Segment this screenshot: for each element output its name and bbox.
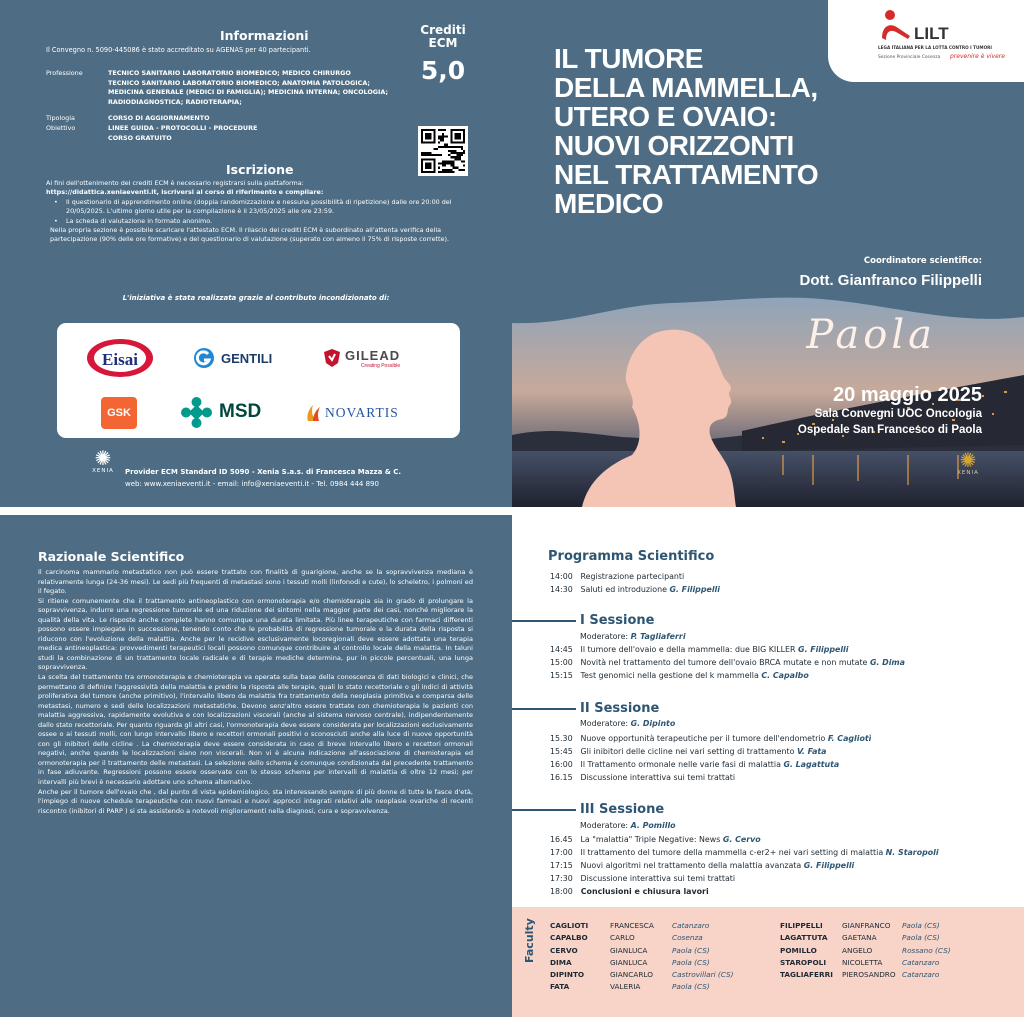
program-text: Gli inibitori delle cicline nei vari setting di trattamento (580, 747, 795, 756)
faculty-entry: Cosenza (672, 933, 703, 943)
info-title: Informazioni (220, 28, 309, 43)
program-row (550, 887, 709, 896)
program-text: Il tumore dell'ovaio e della mammella: due BIG KILLER (580, 645, 796, 654)
contributi-line: L'iniziativa è stata realizzata grazie al contributo incondizionato di: (122, 294, 390, 302)
qr-code[interactable] (418, 126, 468, 176)
moderator-label: Moderatore: (580, 821, 629, 830)
gsk-logo (101, 397, 137, 429)
gilead-tagline: Creating Possible (360, 362, 401, 369)
xenia-label: XENIA (957, 470, 979, 476)
faculty-left-lastnames (550, 920, 588, 994)
professione-value: TECNICO SANITARIO LABORATORIO BIOMEDICO; MEDICO CHIRURGO TECNICO SANITARIO LABORATORIO BIOMEDICO; ANATOMIA PATOLOGICA; MEDICINA GENERALE (MEDICI DI FAMIGLIA); MEDICINA INTERNA; ONCOLOGIA; RADIODIAGNOSTICA; RADIOTERAPIA; (108, 69, 389, 106)
program-row (550, 874, 735, 883)
sponsor-box (57, 323, 460, 438)
moderator-label: Moderatore: (580, 719, 629, 728)
gsk-text: GSK (107, 407, 131, 419)
razionale-paragraph: Si ritiene comunemente che il trattamento antineoplastico con ormonoterapia e/o chemioterapia sia in grado di prolungare la sopravvivenza, indurre una regressione tumorale ed una riduzione dei sintomi nella maggior parte dei casi, nonché migliorare la qualità della vita. Le risposte anche complete hanno comunque una durata limitata. Più linee terapeutiche con farmaci differenti possono essere impiegate in successione, tenendo conto che le probabilità di regressione tumorale e la durata della risposta si riducono con l'evoluzione della malattia. Anche per le recidive esclusivamente locoregionali deve essere adottata una terapia medica antineoplastica: provvedimenti terapeutici locali possono comunque contribuire al controllo locale della malattia. In taluni studi la combinazione di un trattamento locale radicale e di terapie mediche determina, pur in piccole percentuali, una lunga sopravvivenza. (38, 596, 473, 672)
paola-script: Paola (806, 312, 936, 358)
iscrizione-bullet-1: • Il questionario di apprendimento online (doppia randomizzazione e nessuna possibilità di ripetizione) dalle ore 20:00 del 20/05/2025. L'ultimo giorno utile per la compilazione è il 23/05/2025 alle ore 23:59. (46, 198, 470, 217)
provider-line-1: Provider ECM Standard ID 5090 - Xenia S.a.s. di Francesca Mazza & C. (125, 468, 402, 476)
program-speaker: G. Filippelli (669, 585, 720, 594)
session-label: III Sessione (580, 802, 665, 817)
program-speaker: G. Filippelli (797, 645, 849, 654)
program-time: 14:45 (550, 645, 573, 654)
faculty-entry: Paola (CS) (672, 957, 710, 967)
program-time: 17:15 (550, 861, 573, 870)
programma-title: Programma Scientifico (548, 549, 715, 564)
msd-text: MSD (219, 401, 262, 422)
faculty-entry: Paola (CS) (672, 982, 710, 992)
crediti-badge (420, 24, 466, 84)
faculty-right-firstnames (842, 920, 896, 981)
program-row (550, 572, 684, 581)
faculty-entry: Castrovillari (CS) (672, 970, 734, 980)
faculty-entry: GAETANA (842, 933, 877, 943)
program-time: 17:00 (550, 848, 573, 857)
professione-label: Professione (46, 69, 83, 77)
faculty-entry: Paola (CS) (902, 933, 940, 943)
faculty-entry: POMILLO (780, 945, 817, 955)
program-text: Novità nel trattamento del tumore dell'ovaio BRCA mutate e non mutate (580, 658, 868, 667)
lilt-motto: prevenire è vivere (950, 53, 1005, 60)
session-header (512, 701, 659, 716)
faculty-entry: LAGATTUTA (780, 933, 828, 943)
faculty-entry: GIANLUCA (610, 957, 648, 967)
program-text: Saluti ed introduzione (580, 585, 667, 594)
faculty-entry: Catanzaro (672, 921, 710, 930)
info-panel (0, 0, 512, 507)
faculty-entry: CAPALBO (550, 933, 588, 943)
faculty-entry: Paola (CS) (902, 921, 940, 930)
program-text: Il Trattamento ormonale nelle varie fasi di malattia (580, 760, 781, 769)
program-speaker: G. Lagattuta (783, 760, 840, 769)
program-speaker: F. Cagliotì (827, 734, 872, 743)
event-title (554, 44, 874, 218)
coordinator-name: Dott. Gianfranco Filippelli (799, 272, 982, 289)
xenia-mark-icon: ✺ (94, 446, 112, 470)
program-row (550, 835, 761, 844)
title-line: NEL TRATTAMENTO (554, 159, 819, 190)
faculty-entry: FATA (550, 982, 570, 992)
session-bar (512, 809, 576, 811)
faculty-entry: Rossano (CS) (902, 945, 951, 955)
faculty-entry: DIMA (550, 957, 572, 967)
program-speaker: G. Cervo (722, 835, 761, 844)
program-text: Test genomici nella gestione del k mammella (580, 671, 759, 680)
program-text: Discussione interattiva sui temi trattati (580, 773, 736, 782)
title-line: NUOVI ORIZZONTI (554, 130, 794, 161)
faculty-title-wrap (518, 915, 540, 965)
coordinator-label: Coordinatore scientifico: (863, 256, 982, 266)
faculty-entry: FRANCESCA (610, 921, 654, 930)
session-bar (512, 708, 576, 710)
iscrizione-intro: Ai fini dell'ottenimento dei crediti ECM è necessario registrarsi sulla piattaforma: (46, 179, 304, 187)
session-label: II Sessione (580, 701, 660, 716)
program-text: La "malattia" Triple Negative: News (580, 835, 721, 844)
program-time: 14:00 (550, 572, 573, 581)
faculty-entry: Catanzaro (902, 957, 940, 967)
program-row (550, 734, 871, 743)
razionale-panel (0, 515, 512, 1017)
convegno-line: Il Convegno n. 5090-445086 è stato accreditato su AGENAS per 40 partecipanti. (46, 46, 311, 54)
program-time: 17:30 (550, 874, 573, 883)
gilead-logo (323, 343, 400, 373)
lilt-name: LILT (914, 24, 949, 43)
faculty-entry: VALERIA (610, 982, 641, 992)
eisai-logo (85, 337, 155, 379)
gentili-text: GENTILI (221, 350, 273, 366)
obiettivo-label: Obiettivo (46, 124, 76, 132)
program-row (550, 760, 839, 769)
program-time: 15.30 (550, 734, 573, 743)
program-text: Nuove opportunità terapeutiche per il tumore dell'endometrio (580, 734, 826, 743)
crediti-label: Crediti ECM (420, 23, 466, 50)
iscrizione-link[interactable]: https://didattica.xeniaeventi.it, iscriversi al corso di riferimento e compilare: (46, 188, 324, 197)
xenia-logo-small (88, 448, 118, 486)
faculty-entry: GIANCARLO (610, 970, 653, 980)
lilt-emblem-icon (876, 8, 912, 42)
event-venue: Sala Convegni UOC Oncologia (814, 408, 982, 420)
novartis-text: NOVARTIS (325, 405, 399, 420)
faculty-left-cities (672, 920, 733, 994)
faculty-entry: FILIPPELLI (780, 921, 823, 930)
title-line: MEDICO (554, 188, 663, 219)
program-row (550, 861, 854, 870)
faculty-entry: CAGLIOTI (550, 921, 589, 930)
program-speaker: G. Dima (869, 658, 905, 667)
program-time: 18:00 (550, 887, 573, 896)
session-moderator (580, 719, 675, 728)
session-label: I Sessione (580, 613, 655, 628)
title-line: DELLA MAMMELLA, (554, 72, 818, 103)
program-speaker: C. Capalbo (761, 671, 809, 680)
program-row (550, 585, 720, 594)
faculty-entry: PIEROSANDRO (842, 970, 896, 980)
program-time: 15:00 (550, 658, 573, 667)
faculty-entry: ANGELO (842, 945, 873, 955)
razionale-paragraph: Anche per il tumore dell'ovaio che , dal punto di vista epidemiologico, sta interessando sempre di più donne di tutte le fasce d'età, l'impiego di nuove schedule terapeutiche con nuovi farmaci e nuovi approcci integrati relativi alle neoplasie ovariche di recenti riscontro (inibitori di PARP ) si sta assistendo a notevoli miglioramenti nella diagnosi, cura e sopravvivenza. (38, 787, 473, 815)
iscrizione-text (46, 179, 470, 245)
xenia-star-icon: ✺ (959, 448, 977, 472)
program-row (550, 658, 905, 667)
session-header (512, 802, 664, 817)
session-moderator (580, 821, 676, 830)
crediti-value: 5,0 (420, 56, 466, 85)
faculty-entry: Paola (CS) (672, 945, 710, 955)
iscrizione-bullet-2: • La scheda di valutazione in formato anonimo. (46, 217, 470, 226)
gentili-logo (193, 347, 272, 369)
msd-logo (180, 395, 261, 429)
program-time: 15:45 (550, 747, 573, 756)
event-hospital: Ospedale San Francesco di Paola (797, 424, 982, 436)
provider-line-2[interactable]: web: www.xeniaeventi.it - email: info@xeniaeventi.it - Tel. 0984 444 890 (125, 480, 379, 488)
title-line: UTERO E OVAIO: (554, 101, 777, 132)
program-speaker: N. Staropoli (885, 848, 939, 857)
razionale-paragraph: La scelta del trattamento tra ormonoterapia e chemioterapia va operata sulla base della conoscenza di dati biologici e clinici, che permettano di definire l'aggressività della malattia e predire la risposta alle terapie, quali lo stato recettoriale o gli indici di attività proliferativa del tumore (anche primitivo), l'intervallo libero da malattia fra trattamento della neoplasia primitiva e comparsa delle metastasi, numero e sedi delle localizzazioni metastatiche. Devono senz'altro essere trattate con chemioterapia le pazienti con malattia aggressiva, rapidamente evolutiva e con localizzazioni viscerali (anche al sistema nervoso centrale), indipendentemente dallo stato recettoriale. Per quanto riguarda gli altri casi, l'ormonoterapia deve essere considerata per localizzazioni esclusivamente ossee o ai tessuti molli, con lungo intervallo libero e recettori ormonali positivi o sconosciuti anche alla luce di nuove opportunità con gli inibitori delle cicline . La chemioterapia deve essere considerata in caso di breve intervallo libero e recettori ormonali negativi, anche quando le localizzazioni siano non viscerali. Non vi è alcuna indicazione all'associazione di chemioterapia ed ormonoterapia per il trattamento delle metastasi. La selezione dello schema è comunque condizionata dal precedente trattamento in fase adiuvante. Regressioni possono essere osservate con lo stesso schema per intervalli di malattia di oltre 12 mesi; per intervalli più brevi è necessario adottare uno schema alternativo. (38, 673, 473, 787)
faculty-title: Faculty (523, 918, 536, 963)
faculty-right-cities (902, 920, 951, 981)
gilead-text: GILEAD (345, 347, 401, 363)
faculty-entry: CERVO (550, 945, 578, 955)
razionale-text (38, 568, 473, 816)
faculty-entry: Catanzaro (902, 970, 940, 980)
lilt-section: Sezione Provinciale Cosenza (878, 55, 941, 60)
program-text: Registrazione partecipanti (580, 572, 685, 581)
program-row (550, 848, 939, 857)
session-header (512, 613, 654, 628)
program-text: Conclusioni e chiusura lavori (580, 887, 709, 896)
program-row (550, 671, 809, 680)
faculty-left-firstnames (610, 920, 654, 994)
lilt-full-name: LEGA ITALIANA PER LA LOTTA CONTRO I TUMORI (878, 45, 992, 50)
faculty-entry: NICOLETTA (842, 957, 883, 967)
program-time: 16:00 (550, 760, 573, 769)
session-moderator (580, 632, 686, 641)
program-row (550, 747, 827, 756)
iscrizione-closing: Nella propria sezione è possibile scaricare l'attestato ECM. Il rilascio dei crediti ECM è subordinato all'attenta verifica della partecipazione (90% delle ore formative) e del questionario di valutazione (superato con almeno il 75% di risposte corrette). (50, 226, 449, 244)
program-text: Il trattamento del tumore della mammella c-er2+ nei vari setting di malattia (580, 848, 884, 857)
faculty-entry: GIANFRANCO (842, 921, 891, 930)
novartis-logo (305, 403, 399, 423)
program-time: 14:30 (550, 585, 573, 594)
program-time: 16.45 (550, 835, 573, 844)
razionale-paragraph: Il carcinoma mammario metastatico non può essere trattato con finalità di guarigione, anche se la sopravvivenza mediana è relativamente lunga (24-36 mesi). Le sedi più frequenti di metastasi sono i tessuti molli (linfonodi e cute), lo scheletro, i polmoni ed il fegato. (38, 568, 473, 596)
tipologia-value: CORSO DI AGGIORNAMENTO (108, 114, 210, 122)
faculty-entry: CARLO (610, 933, 635, 943)
faculty-entry: STAROPOLI (780, 957, 827, 967)
program-text: Discussione interattiva sui temi trattati (580, 874, 736, 883)
xenia-logo (954, 450, 982, 490)
moderator-label: Moderatore: (580, 632, 629, 641)
program-speaker: V. Fata (796, 747, 827, 756)
event-date: 20 maggio 2025 (833, 384, 982, 406)
eisai-text: Eisai (102, 350, 138, 369)
program-time: 15:15 (550, 671, 573, 680)
title-line: IL TUMORE (554, 43, 703, 74)
razionale-title: Razionale Scientifico (38, 549, 185, 564)
faculty-entry: GIANLUCA (610, 945, 648, 955)
moderator-name: P. Tagliaferri (630, 632, 686, 641)
program-text: Nuovi algoritmi nel trattamento della malattia avanzata (580, 861, 802, 870)
program-row (550, 645, 848, 654)
faculty-right-lastnames (780, 920, 833, 981)
xenia-label-small: XENIA (92, 468, 114, 474)
provider-info (125, 466, 401, 490)
tipologia-label: Tipologia (46, 114, 75, 122)
moderator-name: G. Dipinto (630, 719, 676, 728)
programma-panel (512, 515, 1024, 1017)
moderator-name: A. Pomillo (630, 821, 676, 830)
program-speaker: G. Filippelli (803, 861, 855, 870)
faculty-entry: DIPINTO (550, 970, 585, 980)
faculty-entry: TAGLIAFERRI (780, 970, 833, 980)
session-bar (512, 620, 576, 622)
obiettivo-value: LINEE GUIDA - PROTOCOLLI - PROCEDURE CORSO GRATUITO (108, 124, 258, 142)
program-row (550, 773, 735, 782)
program-time: 16.15 (550, 773, 573, 782)
cover-panel (512, 0, 1024, 507)
iscrizione-title: Iscrizione (226, 162, 294, 177)
